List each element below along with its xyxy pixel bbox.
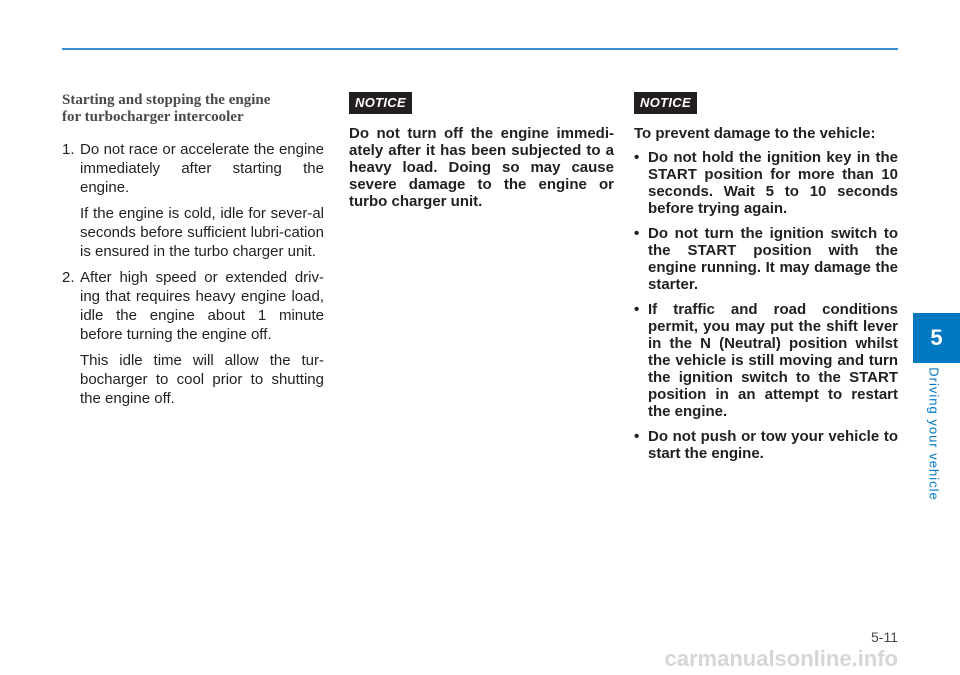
watermark: carmanualsonline.info bbox=[664, 646, 898, 671]
notice-bullet bbox=[634, 428, 898, 462]
step-list bbox=[62, 140, 324, 408]
notice-bullet bbox=[634, 149, 898, 217]
notice-bullet-list bbox=[634, 149, 898, 462]
header-rule bbox=[62, 48, 898, 50]
section-title-line2: for turbocharger intercooler bbox=[62, 109, 244, 125]
bullet-dot: • bbox=[634, 301, 640, 318]
step-body bbox=[80, 140, 324, 261]
bullet-dot: • bbox=[634, 225, 640, 242]
chapter-number: 5 bbox=[930, 325, 943, 350]
notice-box-vehicle-damage bbox=[634, 92, 898, 462]
step-number: 2. bbox=[62, 269, 75, 286]
chapter-side-label bbox=[922, 368, 946, 500]
bullet-dot: • bbox=[634, 428, 640, 445]
page-number: 5-11 bbox=[871, 629, 898, 645]
notice-bullet bbox=[634, 225, 898, 293]
bullet-text: If traffic and road conditions permit, you may put the shift lever in the N (Neutral) position whilst the vehicle is still moving and turn the ignition switch to the START position in an attempt to restart the engine. bbox=[648, 301, 898, 420]
section-title bbox=[62, 92, 324, 126]
notice-badge: NOTICE bbox=[634, 92, 697, 114]
chapter-tab[interactable] bbox=[913, 313, 960, 363]
notice-text: Do not turn off the engine immedi-ately after it has been subjected to a heavy load. Doing so may cause severe damage to the engine or turbo charger unit. bbox=[349, 125, 614, 210]
notice-heading: To prevent damage to the vehicle: bbox=[634, 125, 876, 142]
bullet-text: Do not push or tow your vehicle to start the engine. bbox=[648, 428, 898, 462]
step-text: After high speed or extended driv-ing that requires heavy engine load, idle the engine about 1 minute before turning the engine off. bbox=[80, 269, 324, 343]
section-title-line1: Starting and stopping the engine bbox=[62, 92, 271, 108]
step-number: 1. bbox=[62, 141, 75, 158]
step-body bbox=[80, 268, 324, 408]
bullet-dot: • bbox=[634, 149, 640, 166]
column-turbo-procedure bbox=[62, 92, 324, 408]
step-note: This idle time will allow the tur-bocharger to cool prior to shutting the engine off. bbox=[80, 352, 324, 407]
notice-badge: NOTICE bbox=[349, 92, 412, 114]
step-item-2 bbox=[62, 268, 324, 408]
notice-box-engine-off bbox=[349, 92, 614, 210]
chapter-label: Driving your vehicle bbox=[926, 367, 942, 501]
step-item-1 bbox=[62, 140, 324, 261]
step-text: Do not race or accelerate the engine immediately after starting the engine. bbox=[80, 141, 324, 196]
notice-bullet bbox=[634, 301, 898, 420]
bullet-text: Do not turn the ignition switch to the START position with the engine running. It may damage the starter. bbox=[648, 225, 898, 293]
bullet-text: Do not hold the ignition key in the START position for more than 10 seconds. Wait 5 to 10 seconds before trying again. bbox=[648, 149, 898, 217]
step-note: If the engine is cold, idle for sever-al seconds before sufficient lubri-cation is ensured in the turbo charger unit. bbox=[80, 205, 324, 260]
